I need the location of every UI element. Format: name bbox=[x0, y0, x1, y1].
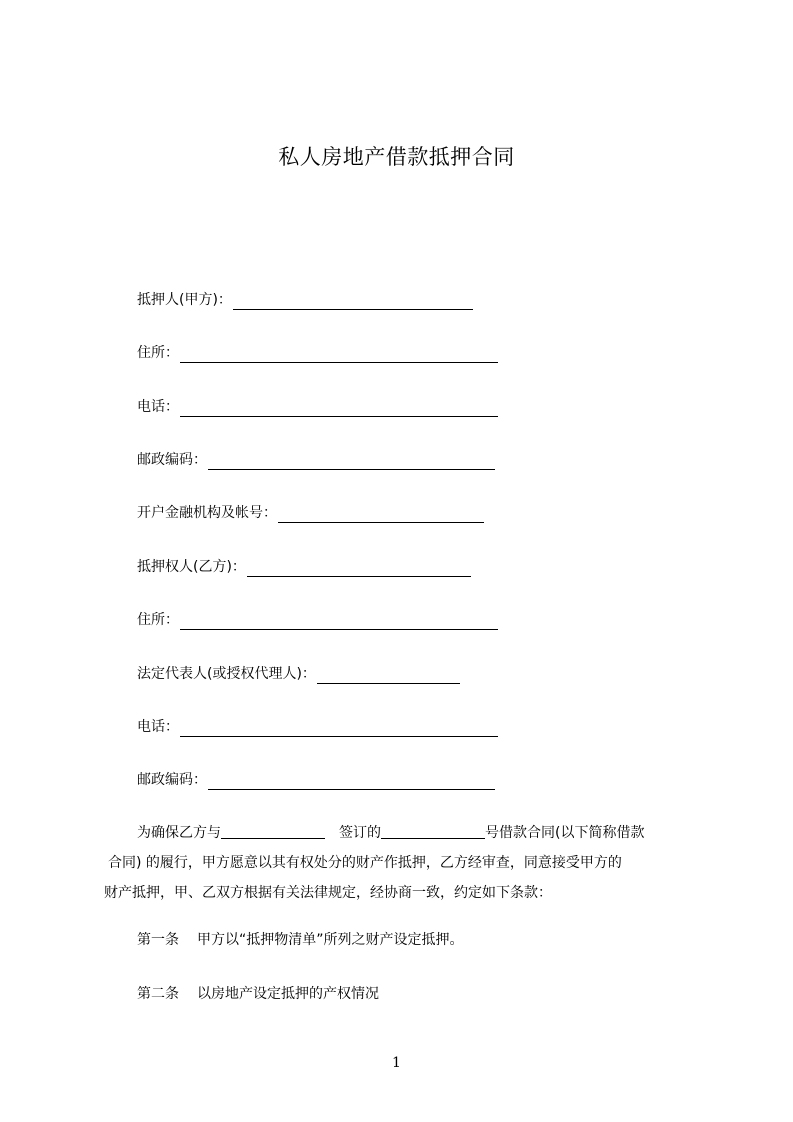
blank-line[interactable] bbox=[180, 613, 498, 630]
field-address-1 bbox=[137, 343, 498, 363]
document-title: 私人房地产借款抵押合同 bbox=[278, 145, 515, 169]
article-text: 以房地产设定抵押的产权情况 bbox=[197, 986, 379, 1002]
blank-line[interactable] bbox=[278, 506, 484, 523]
field-representative bbox=[137, 664, 460, 684]
intro-text: 为确保乙方与 bbox=[137, 825, 221, 841]
blank-line[interactable] bbox=[221, 822, 325, 839]
blank-line[interactable] bbox=[208, 773, 495, 790]
intro-line-3: 财产抵押，甲、乙双方根据有关法律规定，经协商一致，约定如下条款： bbox=[104, 885, 552, 901]
field-label: 住所： bbox=[137, 345, 179, 361]
field-mortgagee bbox=[137, 557, 471, 577]
intro-text: 签订的 bbox=[339, 825, 381, 841]
blank-line[interactable] bbox=[180, 346, 498, 363]
article-number: 第一条 bbox=[137, 932, 179, 948]
blank-line[interactable] bbox=[317, 667, 460, 684]
field-label: 法定代表人(或授权代理人)： bbox=[137, 666, 316, 682]
article-text: 甲方以“抵押物清单”所列之财产设定抵押。 bbox=[197, 932, 464, 948]
blank-line[interactable] bbox=[208, 453, 495, 470]
field-postcode-2 bbox=[137, 770, 495, 790]
field-label: 邮政编码： bbox=[137, 452, 207, 468]
intro-line-1 bbox=[104, 818, 704, 848]
blank-line[interactable] bbox=[180, 720, 498, 737]
field-address-2 bbox=[137, 610, 498, 630]
blank-line[interactable] bbox=[247, 560, 471, 577]
article-2 bbox=[137, 984, 379, 1004]
field-postcode-1 bbox=[137, 450, 495, 470]
field-mortgagor bbox=[137, 290, 473, 310]
field-label: 电话： bbox=[137, 719, 179, 735]
field-label: 抵押人(甲方)： bbox=[137, 292, 232, 308]
blank-line[interactable] bbox=[180, 400, 498, 417]
field-phone-2 bbox=[137, 717, 498, 737]
blank-line[interactable] bbox=[381, 822, 485, 839]
field-label: 抵押权人(乙方)： bbox=[137, 559, 246, 575]
field-label: 住所： bbox=[137, 612, 179, 628]
blank-line[interactable] bbox=[233, 293, 473, 310]
article-1 bbox=[137, 930, 464, 950]
field-label: 邮政编码： bbox=[137, 772, 207, 788]
field-label: 电话： bbox=[137, 399, 179, 415]
intro-line-2: 合同) 的履行，甲方愿意以其有权处分的财产作抵押，乙方经审查，同意接受甲方的 bbox=[108, 855, 622, 871]
page-number: 1 bbox=[392, 1055, 401, 1071]
article-number: 第二条 bbox=[137, 986, 179, 1002]
intro-text: 号借款合同(以下简称借款 bbox=[485, 825, 645, 841]
field-label: 开户金融机构及帐号： bbox=[137, 505, 277, 521]
field-bank-account bbox=[137, 503, 484, 523]
field-phone-1 bbox=[137, 397, 498, 417]
intro-paragraph bbox=[104, 818, 704, 908]
